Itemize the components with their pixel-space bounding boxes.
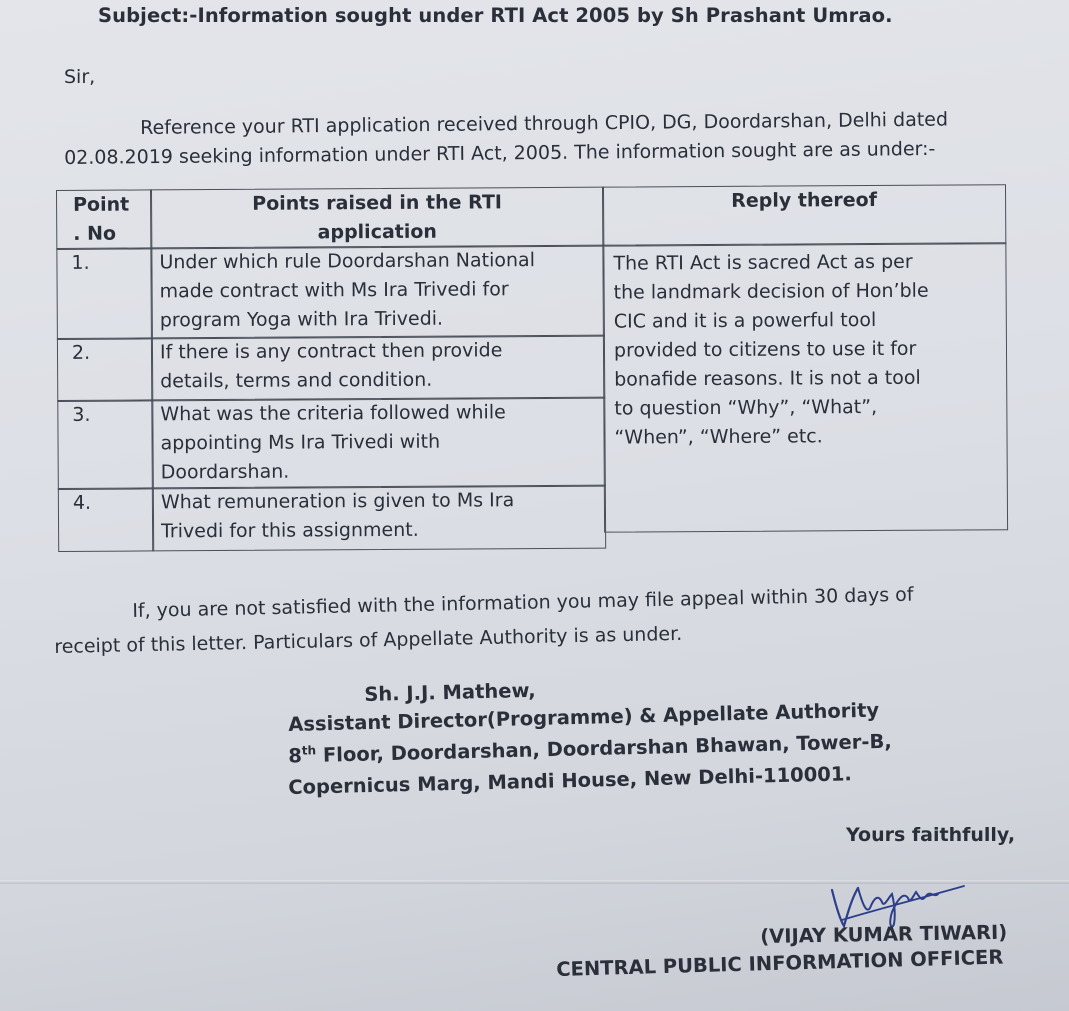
header-point-no-line2: . No [73,222,117,245]
row-number: 2. [71,341,91,364]
header-points-line2: application [317,220,437,244]
point-line: program Yoga with Ira Trivedi. [159,307,444,332]
officer-title: CENTRAL PUBLIC INFORMATION OFFICER [556,945,1004,981]
header-reply [602,184,1006,246]
salutation: Sir, [64,66,96,88]
reply-line: to question “Why”, “What”, [614,395,878,420]
header-points-raised [150,187,604,250]
appeal-line-1: If, you are not satisfied with the information you may file appeal within 30 days of [132,583,914,622]
closing-yours-faithfully: Yours faithfully, [846,824,1016,846]
officer-name: (VIJAY KUMAR TIWARI) [760,920,1008,948]
row-number: 4. [72,491,92,514]
row-1-number [56,247,153,340]
floor-suffix: th [301,743,317,758]
header-point-no [56,189,152,250]
authority-address-line-2: Copernicus Marg, Mandi House, New Delhi-110001. [288,762,853,799]
row-number: 3. [72,403,91,426]
header-point-no-line1: Point [73,193,130,216]
row-4-number [58,487,154,552]
row-4-point [152,485,606,552]
intro-line-2: 02.08.2019 seeking information under RTI Act, 2005. The information sought are as under:- [64,137,936,169]
rti-table [56,184,1008,552]
header-reply-label: Reply thereof [731,188,877,212]
row-3-number [57,399,154,490]
appeal-line-2: receipt of this letter. Particulars of Appellate Authority is as under. [54,622,683,658]
reply-line: provided to citizens to use it for [613,337,917,362]
floor-number: 8 [288,744,303,768]
point-line: Doordarshan. [160,460,290,484]
reply-line: CIC and it is a powerful tool [613,308,877,333]
point-line: If there is any contract then provide [159,339,503,364]
row-2-number [57,337,153,402]
header-points-line1: Points raised in the RTI [252,191,503,215]
row-number: 1. [71,251,90,274]
point-line: appointing Ms Ira Trivedi with [160,430,441,455]
subject-line: Subject:-Information sought under RTI Act 2005 by Sh Prashant Umrao. [98,4,893,27]
reply-line: “When”, “Where” etc. [614,425,823,449]
row-1-point [150,245,605,340]
authority-address-line-1 [288,729,892,767]
point-line: Under which rule Doordarshan National [159,249,536,274]
point-line: details, terms and condition. [160,368,433,393]
authority-designation: Assistant Director(Programme) & Appellate Authority [288,698,880,736]
point-line: Trivedi for this assignment. [161,518,419,543]
reply-line: bonafide reasons. It is not a tool [614,366,921,391]
row-3-point [151,397,606,490]
reply-cell [602,242,1008,532]
address-line-1-rest: Floor, Doordarshan, Doordarshan Bhawan, Tower-B, [315,729,892,767]
point-line: What remuneration is given to Ms Ira [160,489,515,514]
authority-name: Sh. J.J. Mathew, [364,678,536,706]
point-line: What was the criteria followed while [160,401,506,426]
intro-line-1: Reference your RTI application received through CPIO, DG, Doordarshan, Delhi dated [140,108,949,139]
reply-line: the landmark decision of Hon’ble [613,279,929,304]
point-line: made contract with Ms Ira Trivedi for [159,278,509,303]
row-2-point [151,335,605,402]
reply-line: The RTI Act is sacred Act as per [613,250,913,275]
